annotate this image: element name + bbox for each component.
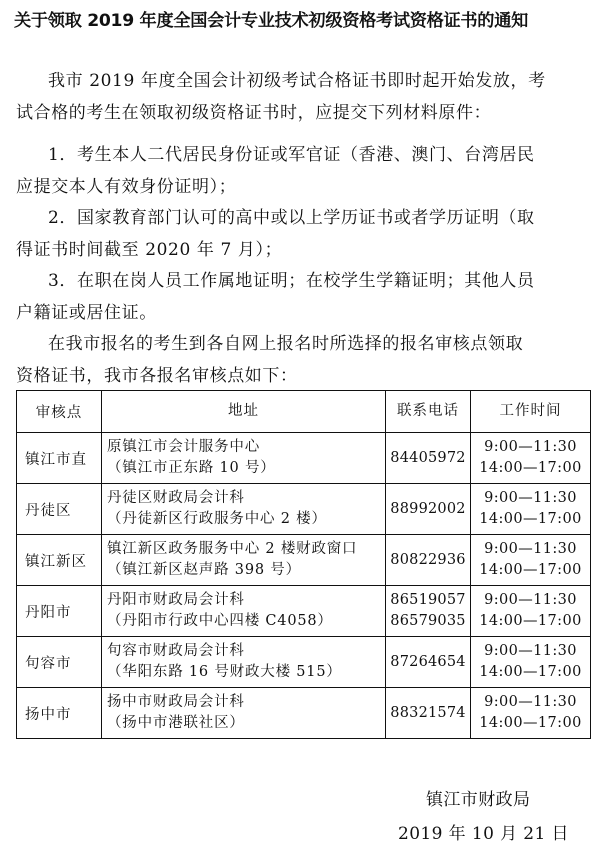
review-points-table: [16, 390, 591, 739]
table-intro-line-1: 在我市报名的考生到各自网上报名时所选择的报名审核点领取: [48, 334, 524, 354]
phone-number: 88992002: [390, 500, 466, 517]
phone-cell: [386, 535, 471, 586]
requirement-2: [16, 203, 590, 266]
requirement-3-line-1: 3．在职在岗人员工作属地证明；在校学生学籍证明；其他人员: [48, 271, 535, 291]
table-row: [17, 433, 591, 484]
address-line: 句容市财政局会计科: [107, 643, 245, 659]
hours-cell: [471, 586, 591, 637]
hours-afternoon: 14:00—17:00: [479, 562, 582, 578]
hours-morning: 9:00—11:30: [484, 643, 577, 659]
address-line: （丹阳市行政中心四楼 C4058）: [107, 613, 333, 629]
requirement-3: [16, 266, 590, 329]
phone-number: 80822936: [390, 551, 466, 568]
hours-afternoon: 14:00—17:00: [479, 613, 582, 629]
phone-cell: [386, 586, 471, 637]
header-phone: 联系电话: [386, 391, 471, 433]
phone-cell: [386, 688, 471, 739]
intro-paragraph: [16, 66, 590, 129]
requirement-3-line-2: 户籍证或居住证。: [16, 302, 157, 323]
address-line: 丹徒区财政局会计科: [107, 490, 245, 506]
hours-morning: 9:00—11:30: [484, 592, 577, 608]
table-row: [17, 688, 591, 739]
hours-cell: [471, 484, 591, 535]
issue-date: 2019 年 10 月 21 日: [398, 824, 569, 844]
address-cell: [102, 688, 386, 739]
hours-morning: 9:00—11:30: [484, 541, 577, 557]
phone-cell: [386, 433, 471, 484]
site-cell: 镇江市直: [17, 433, 102, 484]
hours-cell: [471, 535, 591, 586]
hours-morning: 9:00—11:30: [484, 694, 577, 710]
phone-number: 86579035: [390, 613, 466, 629]
site-cell: 丹徒区: [17, 484, 102, 535]
hours-afternoon: 14:00—17:00: [479, 715, 582, 731]
table-intro-paragraph: [16, 329, 590, 392]
hours-afternoon: 14:00—17:00: [479, 460, 582, 476]
intro-line-2: 试合格的考生在领取初级资格证书时，应提交下列材料原件：: [16, 102, 492, 123]
address-cell: [102, 535, 386, 586]
address-cell: [102, 484, 386, 535]
address-line: （扬中市港联社区）: [107, 715, 245, 731]
header-address: 地址: [102, 391, 386, 433]
table-header-row: [17, 391, 591, 433]
hours-morning: 9:00—11:30: [484, 490, 577, 506]
requirement-2-line-2: 得证书时间截至 2020 年 7 月）；: [16, 239, 283, 260]
address-line: （丹徒新区行政服务中心 2 楼）: [107, 511, 327, 527]
address-line: （镇江市正东路 10 号）: [107, 460, 276, 476]
site-cell: 镇江新区: [17, 535, 102, 586]
site-cell: 扬中市: [17, 688, 102, 739]
address-line: 原镇江市会计服务中心: [107, 439, 260, 455]
address-line: 丹阳市财政局会计科: [107, 592, 245, 608]
hours-cell: [471, 433, 591, 484]
table-intro-line-2: 资格证书，我市各报名审核点如下：: [16, 365, 298, 386]
address-line: 镇江新区政务服务中心 2 楼财政窗口: [107, 541, 358, 557]
hours-afternoon: 14:00—17:00: [479, 511, 582, 527]
address-line: （镇江新区赵声路 398 号）: [107, 562, 301, 578]
requirement-2-line-1: 2．国家教育部门认可的高中或以上学历证书或者学历证明（取: [48, 208, 535, 228]
site-cell: 丹阳市: [17, 586, 102, 637]
document-title: 关于领取 2019 年度全国会计专业技术初级资格考试资格证书的通知: [14, 11, 528, 31]
intro-line-1: 我市 2019 年度全国会计初级考试合格证书即时起开始发放，考: [48, 71, 546, 91]
header-hours: 工作时间: [471, 391, 591, 433]
table-row: [17, 637, 591, 688]
address-line: 扬中市财政局会计科: [107, 694, 245, 710]
requirement-1-line-1: 1．考生本人二代居民身份证或军官证（香港、澳门、台湾居民: [48, 145, 535, 165]
address-cell: [102, 637, 386, 688]
phone-number: 86519057: [390, 592, 466, 608]
phone-cell: [386, 637, 471, 688]
hours-cell: [471, 688, 591, 739]
table-row: [17, 535, 591, 586]
issuer-name: 镇江市财政局: [426, 790, 531, 810]
phone-cell: [386, 484, 471, 535]
table-row: [17, 586, 591, 637]
phone-number: 84405972: [390, 449, 466, 466]
address-cell: [102, 586, 386, 637]
header-site: 审核点: [17, 391, 102, 433]
phone-number: 88321574: [390, 704, 466, 721]
hours-cell: [471, 637, 591, 688]
requirement-1-line-2: 应提交本人有效身份证明）；: [16, 176, 237, 197]
table-row: [17, 484, 591, 535]
site-cell: 句容市: [17, 637, 102, 688]
hours-morning: 9:00—11:30: [484, 439, 577, 455]
address-line: （华阳东路 16 号财政大楼 515）: [107, 664, 342, 680]
requirement-1: [16, 140, 590, 203]
address-cell: [102, 433, 386, 484]
phone-number: 87264654: [390, 653, 466, 670]
hours-afternoon: 14:00—17:00: [479, 664, 582, 680]
